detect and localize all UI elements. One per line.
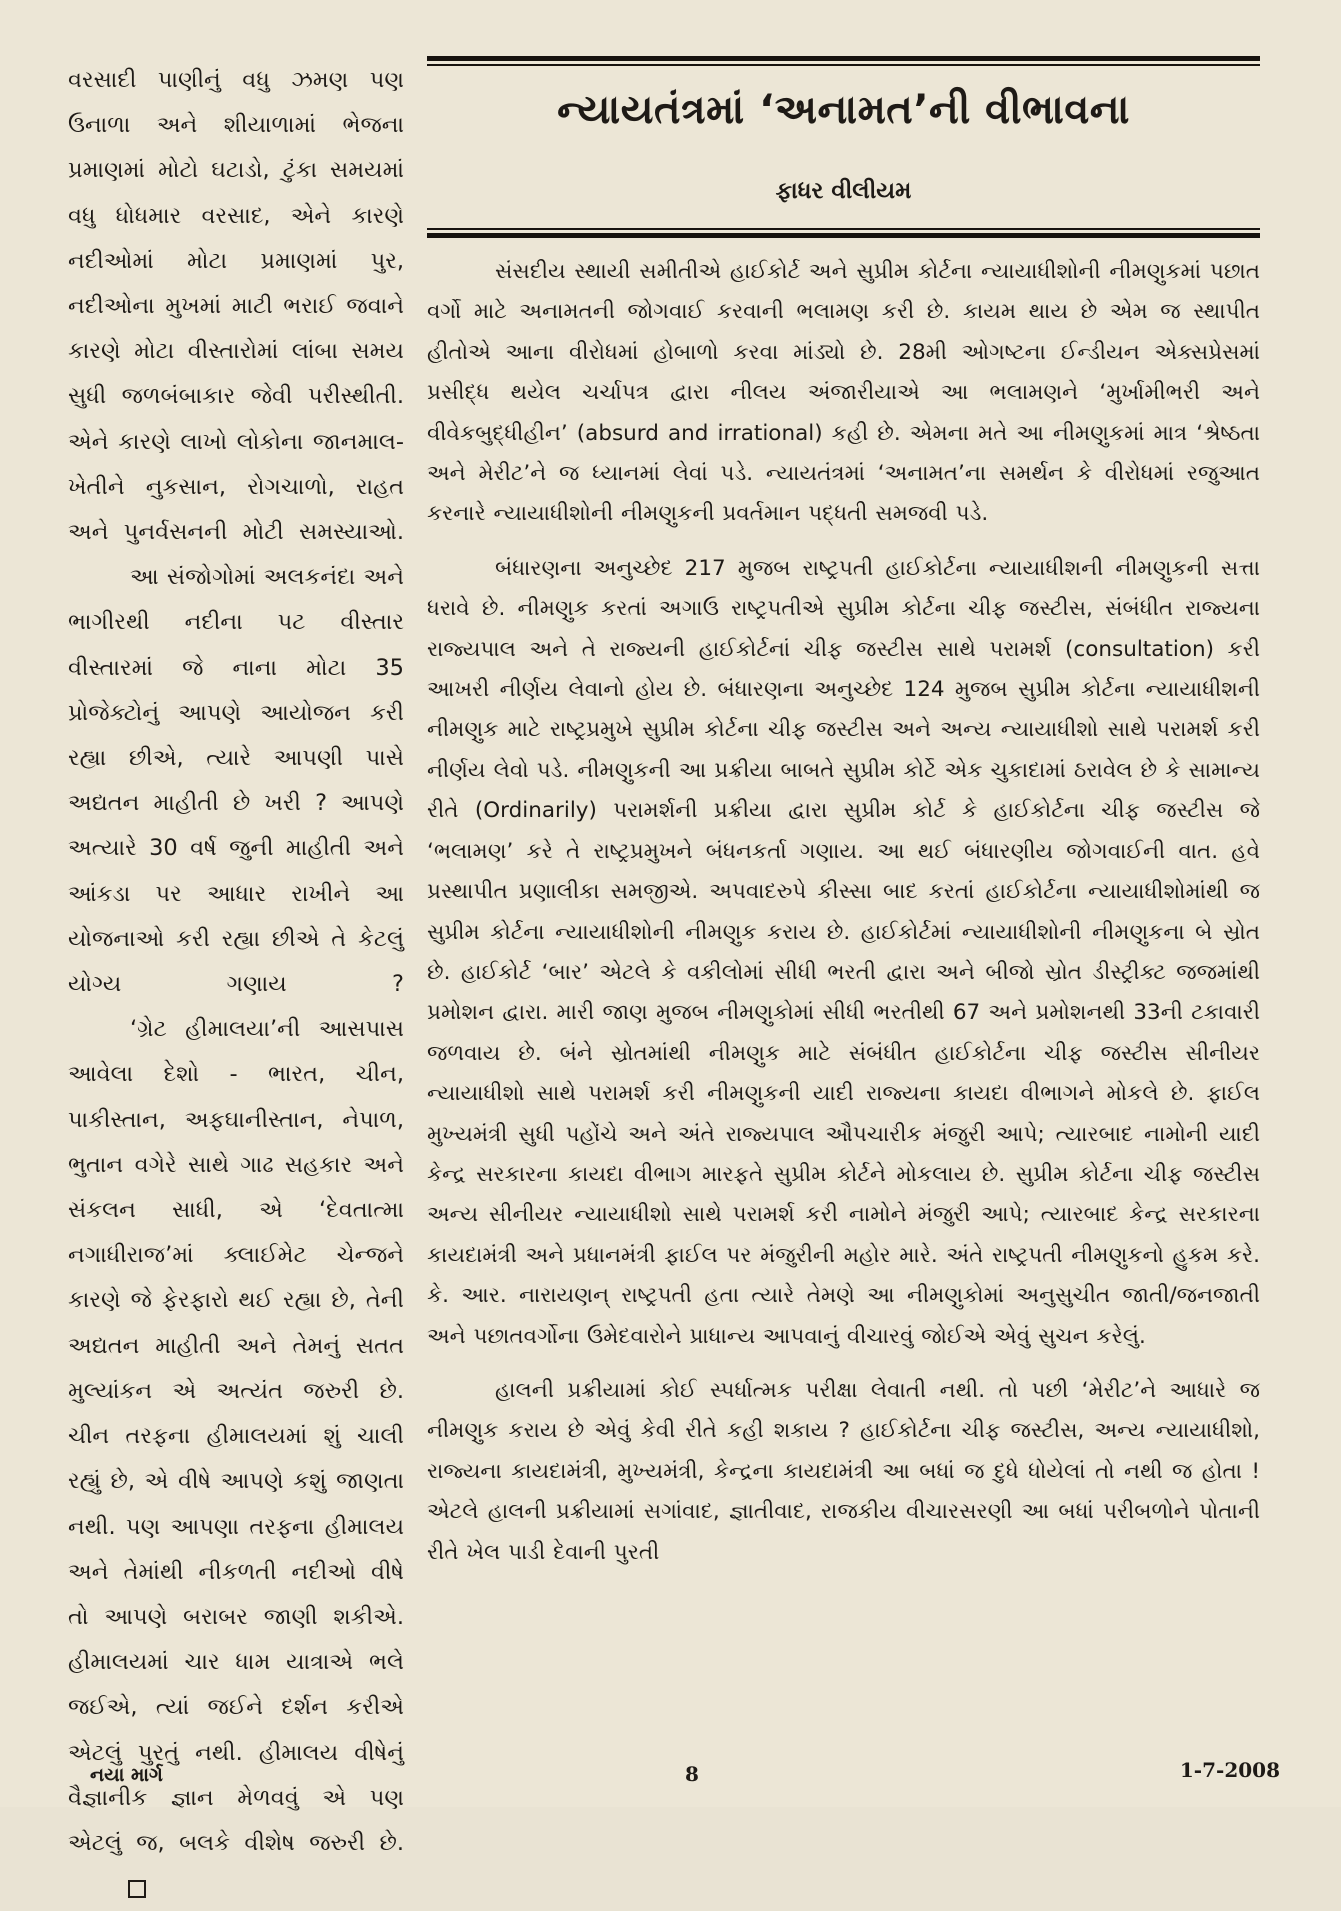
article-title: ન્યાયતંત્રમાં ‘અનામત’ની વીભાવના [557, 87, 1130, 133]
issue-date: 1-7-2008 [1179, 1758, 1280, 1782]
title-bottom-rules [427, 228, 1260, 238]
page-footer [60, 1758, 1280, 1788]
left-paragraph-3-text: ‘ગ્રેટ હીમાલયા’ની આસપાસ આવેલા દેશો - ભારત, ચીન, પાકીસ્તાન, અફઘાનીસ્તાન, નેપાળ, ભુતાન વગેરે સાથે ગાઢ સહકાર અને સંકલન સાધી, એ ‘દેવતાત્મા નગાધીરાજ’માં ક્લાઈમેટ ચેન્જને કારણે જે ફેરફારો થઈ રહ્યા છે, તેની અદ્યતન માહીતી અને તેમનું સતત મુલ્યાંકન એ અત્યંત જરુરી છે. ચીન તરફના હીમાલયમાં શું ચાલી રહ્યું છે, એ વીષે આપણે કશું જાણતા નથી. પણ આપણા તરફના હીમાલય અને તેમાંથી નીકળતી નદીઓ વીષે તો આપણે બરાબર જાણી શકીએ. હીમાલયમાં ચાર ધામ યાત્રાએ ભલે જઈએ, ત્યાં જઈને દર્શન કરીએ એટલું પુરતું નથી. હીમાલય વીષેનું વૈજ્ઞાનીક જ્ઞાન મેળવવું એ પણ એટલું જ, બલકે વીશેષ જરુરી છે. [68, 1016, 404, 1856]
title-top-rules [427, 56, 1260, 66]
article-paragraph-3: હાલની પ્રક્રીયામાં કોઈ સ્પર્ધાત્મક પરીક્ષા લેવાતી નથી. તો પછી ‘મેરીટ’ને આધારે જ નીમણુક કરાય છે એવું કેવી રીતે કહી શકાય ? હાઈકોર્ટના ચીફ જસ્ટીસ, અન્ય ન્યાયાધીશો, રાજ્યના કાયદામંત્રી, મુખ્યમંત્રી, કેન્દ્રના કાયદામંત્રી આ બધાં જ દુધે ધોયેલાં તો નથી જ હોતા ! એટલે હાલની પ્રક્રીયામાં સગાંવાદ, જ્ઞાતીવાદ, રાજકીય વીચારસરણી આ બધાં પરીબળોને પોતાની રીતે ખેલ પાડી દેવાની પુરતી [427, 1377, 1260, 1565]
end-of-article-mark [128, 1880, 146, 1898]
left-paragraph-1: વરસાદી પાણીનું વધુ ઝમણ પણ ઉનાળા અને શીયાળામાં ભેજના પ્રમાણમાં મોટો ઘટાડો, ટુંકા સમયમાં વધુ ધોધમાર વરસાદ, એને કારણે નદીઓમાં મોટા પ્રમાણમાં પુર, નદીઓના મુખમાં માટી ભરાઈ જવાને કારણે મોટા વીસ્તારોમાં લાંબા સમય સુધી જળબંબાકાર જેવી પરીસ્થીતી. એને કારણે લાખો લોકોના જાનમાલ-ખેતીને નુકસાન, રોગચાળો, રાહત અને પુનર્વસનની મોટી સમસ્યાઓ. [68, 67, 404, 546]
top-rule-thin [427, 64, 1260, 66]
left-paragraph-2: આ સંજોગોમાં અલકનંદા અને ભાગીરથી નદીના પટ વીસ્તાર વીસ્તારમાં જે નાના મોટા 35 પ્રોજેક્ટોનું આપણે આયોજન કરી રહ્યા છીએ, ત્યારે આપણી પાસે અદ્યતન માહીતી છે ખરી ? આપણે અત્યારે 30 વર્ષ જુની માહીતી અને આંકડા પર આધાર રાખીને આ યોજનાઓ કરી રહ્યા છીએ તે કેટલું યોગ્ય ગણાય ? [68, 564, 404, 998]
journal-name: નયા માર્ગ [90, 1764, 163, 1786]
article-body [427, 252, 1260, 1573]
article-column [427, 56, 1260, 1716]
article-paragraph-2: બંધારણના અનુચ્છેદ 217 મુજબ રાષ્ટ્રપતી હાઈકોર્ટના ન્યાયાધીશની નીમણુકની સત્તા ધરાવે છે. નીમણુક કરતાં અગાઉ રાષ્ટ્રપતીએ સુપ્રીમ કોર્ટના ચીફ જસ્ટીસ, સંબંધીત રાજ્યના રાજ્યપાલ અને તે રાજ્યની હાઈકોર્ટનાં ચીફ જસ્ટીસ સાથે પરામર્શ (consultation) કરી આખરી નીર્ણય લેવાનો હોય છે. બંધારણના અનુચ્છેદ 124 મુજબ સુપ્રીમ કોર્ટના ન્યાયાધીશની નીમણુક માટે રાષ્ટ્રપ્રમુખે સુપ્રીમ કોર્ટના ચીફ જસ્ટીસ અને અન્ય ન્યાયાધીશો સાથે પરામર્શ કરી નીર્ણય લેવો પડે. નીમણુકની આ પ્રક્રીયા બાબતે સુપ્રીમ કોર્ટે એક ચુકાદામાં ઠરાવેલ છે કે સામાન્ય રીતે (Ordinarily) પરામર્શની પ્રક્રીયા દ્વારા સુપ્રીમ કોર્ટ કે હાઈકોર્ટના ચીફ જસ્ટીસ જે ‘ભલામણ’ કરે તે રાષ્ટ્રપ્રમુખને બંધનકર્તા ગણાય. આ થઈ બંધારણીય જોગવાઈની વાત. હવે પ્રસ્થાપીત પ્રણાલીકા સમજીએ. અપવાદરુપે કીસ્સા બાદ કરતાં હાઈકોર્ટના ન્યાયાધીશોમાંથી જ સુપ્રીમ કોર્ટના ન્યાયાધીશોની નીમણુક કરાય છે. હાઈકોર્ટમાં ન્યાયાધીશોની નીમણુકના બે સ્રોત છે. હાઈકોર્ટ ‘બાર’ એટલે કે વકીલોમાં સીધી ભરતી દ્વારા અને બીજો સ્રોત ડીસ્ટ્રીક્ટ જજમાંથી પ્રમોશન દ્વારા. મારી જાણ મુજબ નીમણુકોમાં સીધી ભરતીથી 67 અને પ્રમોશનથી 33ની ટકાવારી જળવાય છે. બંને સ્રોતમાંથી નીમણુક માટે સંબંધીત હાઈકોર્ટના ચીફ જસ્ટીસ સીનીયર ન્યાયાધીશો સાથે પરામર્શ કરી નીમણુકની યાદી રાજ્યના કાયદા વીભાગને મોકલે છે. ફાઈલ મુખ્યમંત્રી સુધી પહોંચે અને અંતે રાજ્યપાલ ઔપચારીક મંજુરી આપે; ત્યારબાદ નામોની યાદી કેન્દ્ર સરકારના કાયદા વીભાગ મારફતે સુપ્રીમ કોર્ટને મોકલાય છે. સુપ્રીમ કોર્ટના ચીફ જસ્ટીસ અન્ય સીનીયર ન્યાયાધીશો સાથે પરામર્શ કરી નામોને મંજુરી આપે; ત્યારબાદ કેન્દ્ર સરકારના કાયદામંત્રી અને પ્રધાનમંત્રી ફાઈલ પર મંજુરીની મહોર મારે. અંતે રાષ્ટ્રપતી નીમણુકનો હુકમ કરે. કે. આર. નારાયણન્ રાષ્ટ્રપતી હતા ત્યારે તેમણે આ નીમણુકોમાં અનુસુચીત જાતી/જનજાતી અને પછાતવર્ગોના ઉમેદવારોને પ્રાધાન્ય આપવાનું વીચારવું જોઈએ એવું સુચન કરેલું. [427, 555, 1260, 1349]
bottom-rule-thick [427, 233, 1260, 238]
article-paragraph-1: સંસદીય સ્થાયી સમીતીએ હાઈકોર્ટ અને સુપ્રીમ કોર્ટના ન્યાયાધીશોની નીમણુકમાં પછાત વર્ગો માટે અનામતની જોગવાઈ કરવાની ભલામણ કરી છે. કાયમ થાય છે એમ જ સ્થાપીત હીતોએ આના વીરોધમાં હોબાળો કરવા માંડ્યો છે. 28મી ઓગષ્ટના ઈન્ડીયન એક્સપ્રેસમાં પ્રસીદ્ધ થયેલ ચર્ચાપત્ર દ્વારા નીલય અંજારીયાએ આ ભલામણને ‘મુર્ખામીભરી અને વીવેકબુદ્ધીહીન’ (absurd and irrational) કહી છે. એમના મતે આ નીમણુકમાં માત્ર ‘શ્રેષ્ઠતા અને મેરીટ’ને જ ધ્યાનમાં લેવાં પડે. ન્યાયતંત્રમાં ‘અનામત’ના સમર્થન કે વીરોધમાં રજુઆત કરનારે ન્યાયાધીશોની નીમણુકની પ્રવર્તમાન પદ્ધતી સમજવી પડે. [427, 259, 1261, 527]
article-author: ફાધર વીલીયમ [775, 178, 912, 204]
page-number: 8 [685, 1762, 699, 1786]
